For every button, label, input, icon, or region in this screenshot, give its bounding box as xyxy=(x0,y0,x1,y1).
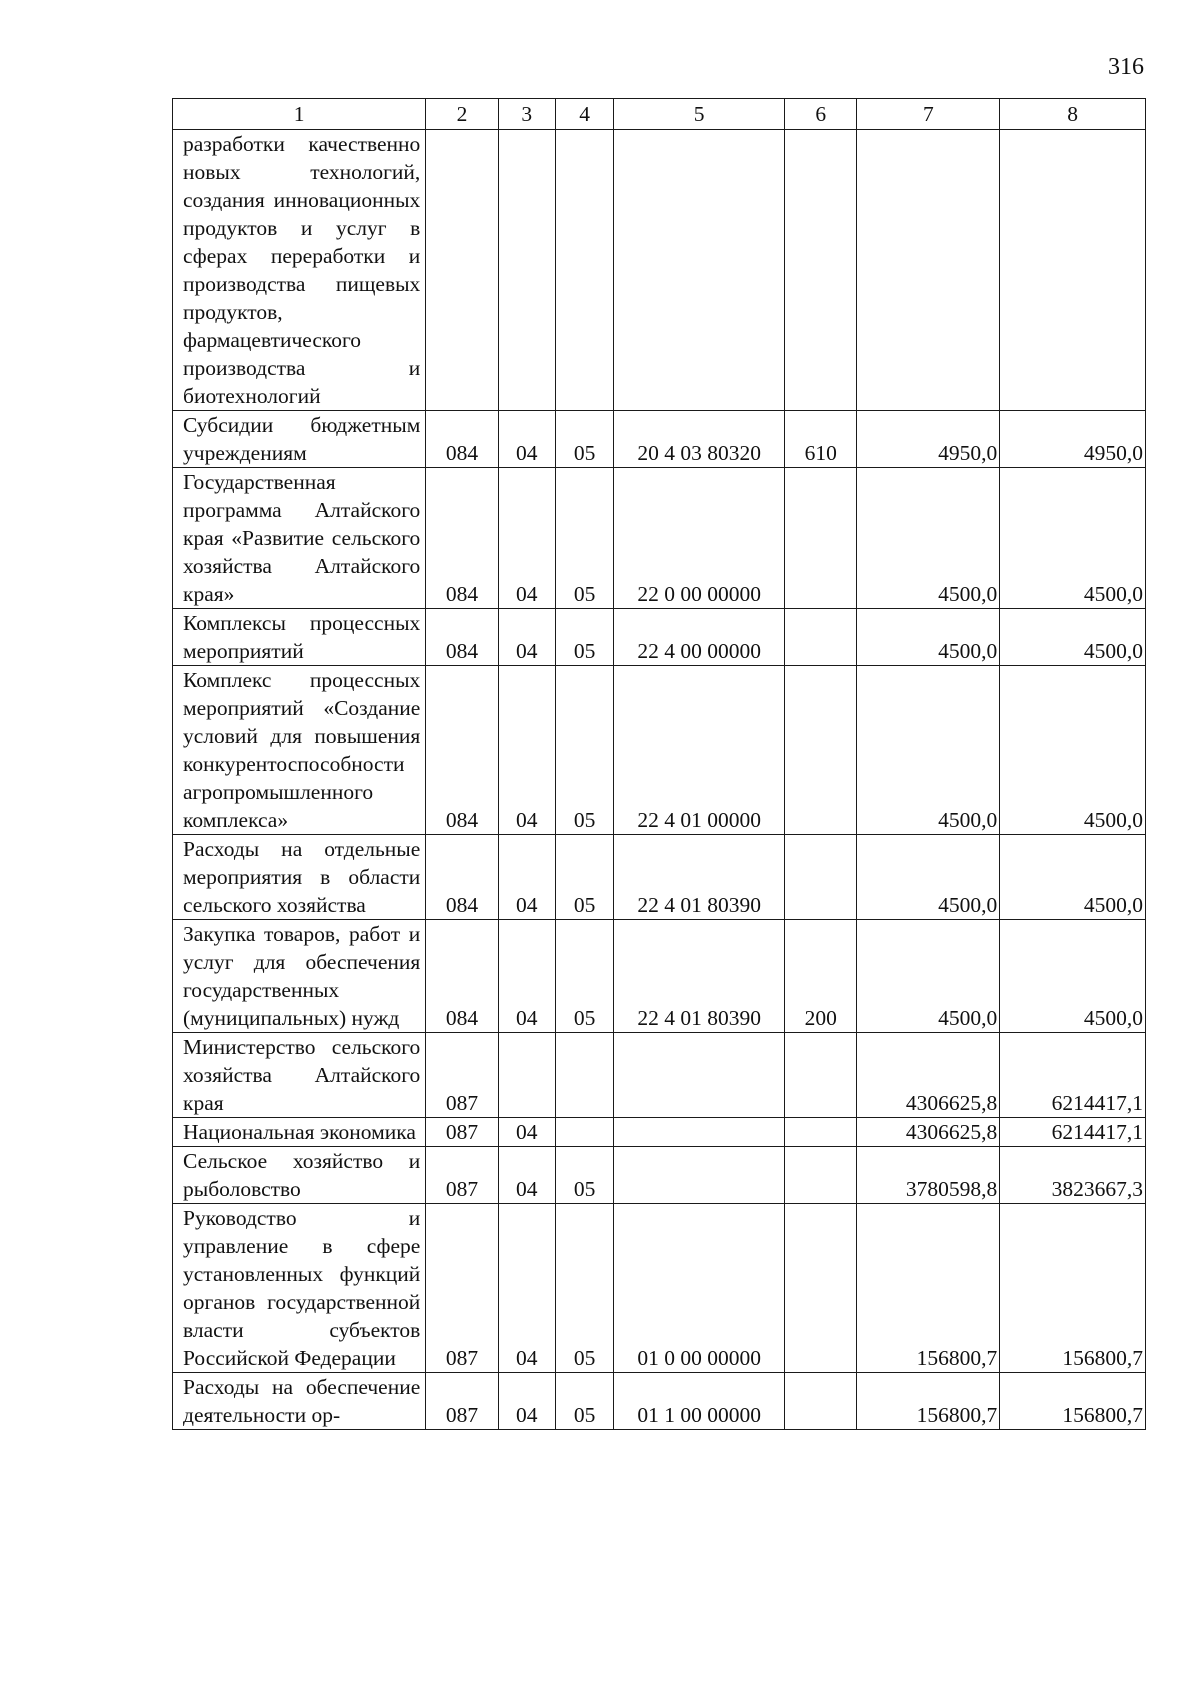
section-code: 04 xyxy=(498,1373,555,1430)
ministry-code: 087 xyxy=(426,1147,498,1204)
subsection-code: 05 xyxy=(555,835,613,920)
section-code: 04 xyxy=(498,411,555,468)
budget-table xyxy=(172,98,1146,1430)
target-item-code xyxy=(614,1147,785,1204)
ministry-code: 087 xyxy=(426,1033,498,1118)
target-item-code: 22 4 01 80390 xyxy=(614,835,785,920)
table-row xyxy=(173,835,1146,920)
row-name: Субсидии бюджетным учреждениям xyxy=(173,411,426,468)
ministry-code: 087 xyxy=(426,1118,498,1147)
header-col-8: 8 xyxy=(1000,99,1146,130)
target-item-code: 22 0 00 00000 xyxy=(614,468,785,609)
target-item-code: 01 0 00 00000 xyxy=(614,1204,785,1373)
expense-type-code xyxy=(785,1147,857,1204)
expense-type-code xyxy=(785,1118,857,1147)
subsection-code: 05 xyxy=(555,920,613,1033)
table-header-row xyxy=(173,99,1146,130)
row-name: Сельское хозяйство и рыболовство xyxy=(173,1147,426,1204)
table-row xyxy=(173,130,1146,411)
section-code: 04 xyxy=(498,835,555,920)
amount-col-8: 156800,7 xyxy=(1000,1373,1146,1430)
ministry-code: 084 xyxy=(426,666,498,835)
amount-col-7: 156800,7 xyxy=(857,1373,1000,1430)
amount-col-7: 4500,0 xyxy=(857,468,1000,609)
row-name: Государственная программа Алтайского края «Развитие сельского хозяйства Алтайского края» xyxy=(173,468,426,609)
target-item-code: 01 1 00 00000 xyxy=(614,1373,785,1430)
row-name: Комплекс процессных мероприятий «Создание условий для повышения конкурентоспособности агропромышленного комплекса» xyxy=(173,666,426,835)
amount-col-8: 4950,0 xyxy=(1000,411,1146,468)
section-code: 04 xyxy=(498,1147,555,1204)
target-item-code xyxy=(614,130,785,411)
subsection-code: 05 xyxy=(555,609,613,666)
section-code: 04 xyxy=(498,609,555,666)
amount-col-8: 4500,0 xyxy=(1000,666,1146,835)
amount-col-7: 4950,0 xyxy=(857,411,1000,468)
expense-type-code xyxy=(785,1204,857,1373)
section-code xyxy=(498,130,555,411)
ministry-code: 087 xyxy=(426,1373,498,1430)
ministry-code: 084 xyxy=(426,835,498,920)
amount-col-8: 156800,7 xyxy=(1000,1204,1146,1373)
header-col-1: 1 xyxy=(173,99,426,130)
row-name: Расходы на обеспечение деятельности ор- xyxy=(173,1373,426,1430)
amount-col-8: 4500,0 xyxy=(1000,920,1146,1033)
subsection-code: 05 xyxy=(555,1373,613,1430)
header-col-7: 7 xyxy=(857,99,1000,130)
amount-col-7: 4306625,8 xyxy=(857,1033,1000,1118)
subsection-code xyxy=(555,1118,613,1147)
table-row xyxy=(173,920,1146,1033)
ministry-code: 087 xyxy=(426,1204,498,1373)
amount-col-7: 4500,0 xyxy=(857,666,1000,835)
section-code: 04 xyxy=(498,1118,555,1147)
target-item-code: 20 4 03 80320 xyxy=(614,411,785,468)
expense-type-code: 610 xyxy=(785,411,857,468)
expense-type-code xyxy=(785,1033,857,1118)
ministry-code: 084 xyxy=(426,411,498,468)
row-name: Расходы на отдельные мероприятия в области сельского хозяйства xyxy=(173,835,426,920)
amount-col-8: 4500,0 xyxy=(1000,609,1146,666)
amount-col-8: 6214417,1 xyxy=(1000,1033,1146,1118)
section-code: 04 xyxy=(498,920,555,1033)
table-row xyxy=(173,1147,1146,1204)
row-name: Национальная экономика xyxy=(173,1118,426,1147)
table-row xyxy=(173,1118,1146,1147)
expense-type-code xyxy=(785,835,857,920)
target-item-code: 22 4 01 80390 xyxy=(614,920,785,1033)
subsection-code: 05 xyxy=(555,666,613,835)
subsection-code: 05 xyxy=(555,411,613,468)
row-name: Руководство и управление в сфере установленных функций органов государственной власти субъектов Российской Федерации xyxy=(173,1204,426,1373)
amount-col-7 xyxy=(857,130,1000,411)
ministry-code: 084 xyxy=(426,920,498,1033)
table-row xyxy=(173,468,1146,609)
subsection-code: 05 xyxy=(555,1147,613,1204)
amount-col-8 xyxy=(1000,130,1146,411)
table-row xyxy=(173,1033,1146,1118)
expense-type-code xyxy=(785,609,857,666)
target-item-code: 22 4 01 00000 xyxy=(614,666,785,835)
header-col-3: 3 xyxy=(498,99,555,130)
ministry-code: 084 xyxy=(426,468,498,609)
section-code: 04 xyxy=(498,666,555,835)
header-col-4: 4 xyxy=(555,99,613,130)
amount-col-7: 156800,7 xyxy=(857,1204,1000,1373)
target-item-code xyxy=(614,1033,785,1118)
amount-col-8: 4500,0 xyxy=(1000,468,1146,609)
target-item-code xyxy=(614,1118,785,1147)
header-col-5: 5 xyxy=(614,99,785,130)
table-row xyxy=(173,411,1146,468)
row-name: Комплексы процессных мероприятий xyxy=(173,609,426,666)
expense-type-code: 200 xyxy=(785,920,857,1033)
table-row xyxy=(173,609,1146,666)
expense-type-code xyxy=(785,1373,857,1430)
header-col-2: 2 xyxy=(426,99,498,130)
expense-type-code xyxy=(785,666,857,835)
ministry-code xyxy=(426,130,498,411)
row-name: Министерство сельского хозяйства Алтайского края xyxy=(173,1033,426,1118)
subsection-code: 05 xyxy=(555,1204,613,1373)
amount-col-8: 6214417,1 xyxy=(1000,1118,1146,1147)
section-code: 04 xyxy=(498,468,555,609)
amount-col-8: 3823667,3 xyxy=(1000,1147,1146,1204)
row-name: разработки качественно новых технологий, создания инновационных продуктов и услуг в сферах переработки и производства пищевых продуктов, фармацевтического производства и биотехнологий xyxy=(173,130,426,411)
amount-col-7: 3780598,8 xyxy=(857,1147,1000,1204)
subsection-code xyxy=(555,130,613,411)
section-code xyxy=(498,1033,555,1118)
table-row xyxy=(173,1204,1146,1373)
expense-type-code xyxy=(785,468,857,609)
amount-col-7: 4500,0 xyxy=(857,835,1000,920)
ministry-code: 084 xyxy=(426,609,498,666)
table-row xyxy=(173,666,1146,835)
amount-col-7: 4500,0 xyxy=(857,609,1000,666)
subsection-code xyxy=(555,1033,613,1118)
header-col-6: 6 xyxy=(785,99,857,130)
amount-col-7: 4500,0 xyxy=(857,920,1000,1033)
page-number: 316 xyxy=(1108,54,1144,80)
table-row xyxy=(173,1373,1146,1430)
amount-col-8: 4500,0 xyxy=(1000,835,1146,920)
row-name: Закупка товаров, работ и услуг для обеспечения государственных (муниципальных) нужд xyxy=(173,920,426,1033)
expense-type-code xyxy=(785,130,857,411)
target-item-code: 22 4 00 00000 xyxy=(614,609,785,666)
subsection-code: 05 xyxy=(555,468,613,609)
amount-col-7: 4306625,8 xyxy=(857,1118,1000,1147)
section-code: 04 xyxy=(498,1204,555,1373)
